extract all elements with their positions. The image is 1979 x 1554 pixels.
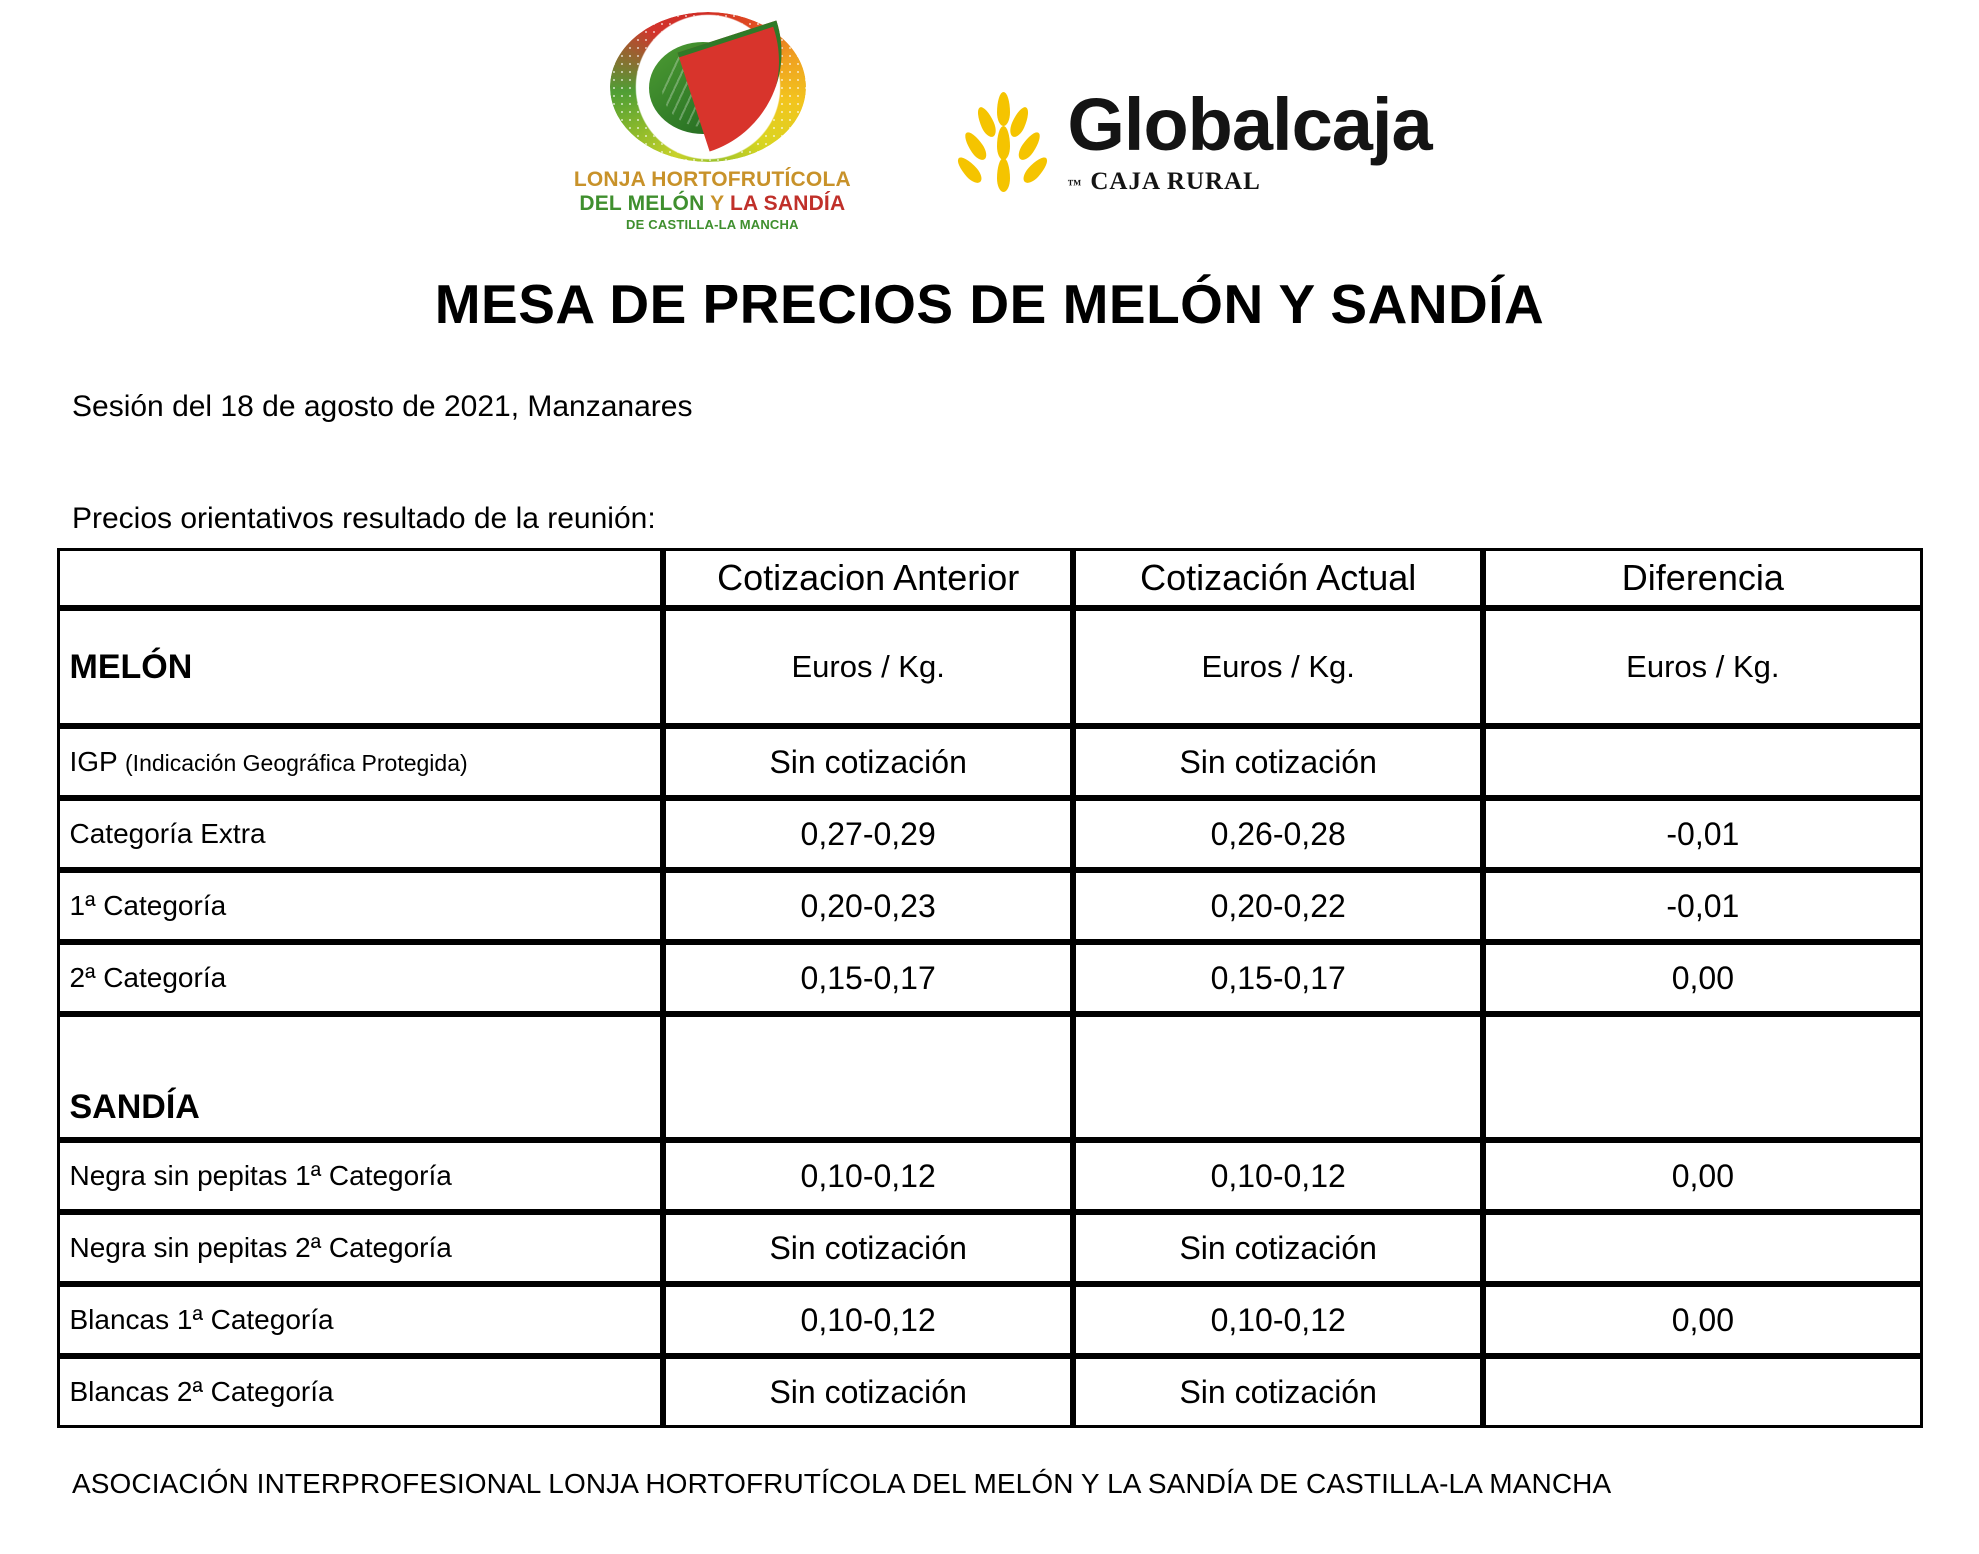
lonja-logo-line2-y: Y: [710, 191, 724, 215]
row-concept: MELÓN: [57, 608, 664, 726]
table-row: [57, 870, 1923, 942]
logo-row: [0, 0, 1979, 272]
row-previous: 0,27-0,29: [663, 798, 1073, 870]
row-concept: 1ª Categoría: [57, 870, 664, 942]
row-current: 0,26-0,28: [1073, 798, 1483, 870]
row-concept-note: (Indicación Geográfica Protegida): [125, 750, 468, 776]
lonja-logo-line3: DE CASTILLA-LA MANCHA: [626, 217, 799, 233]
lonja-logo-line2-sandia: LA SANDÍA: [729, 191, 846, 215]
prices-table: [57, 548, 1923, 1428]
row-previous: 0,10-0,12: [663, 1284, 1073, 1356]
session-line: Sesión del 18 de agosto de 2021, Manzanares: [72, 390, 693, 423]
footer-text: ASOCIACIÓN INTERPROFESIONAL LONJA HORTOFRUTÍCOLA DEL MELÓN Y LA SANDÍA DE CASTILLA-LA MANCHA: [72, 1468, 1612, 1499]
lonja-logo-line1: LONJA HORTOFRUTÍCOLA: [573, 168, 851, 191]
row-previous: Sin cotización: [663, 1356, 1073, 1428]
intro-line: Precios orientativos resultado de la reunión:: [72, 502, 656, 535]
row-concept: Negra sin pepitas 1ª Categoría: [57, 1140, 664, 1212]
row-previous: Euros / Kg.: [663, 608, 1073, 726]
table-row: [57, 608, 1923, 726]
row-difference: [1483, 1356, 1922, 1428]
row-difference: 0,00: [1483, 1284, 1922, 1356]
lonja-hortofruticola-logo: [547, 8, 877, 233]
row-previous: 0,15-0,17: [663, 942, 1073, 1014]
row-difference: 0,00: [1483, 942, 1922, 1014]
row-concept: Blancas 2ª Categoría: [57, 1356, 664, 1428]
row-previous: 0,20-0,23: [663, 870, 1073, 942]
row-difference: -0,01: [1483, 798, 1922, 870]
globalcaja-caja-rural: CAJA RURAL: [1090, 168, 1261, 196]
table-row: [57, 798, 1923, 870]
table-row: [57, 1212, 1923, 1284]
row-difference: [1483, 1212, 1922, 1284]
lonja-logo-line2: [579, 192, 845, 216]
header-cell-previous: Cotizacion Anterior: [663, 548, 1073, 608]
page-title: MESA DE PRECIOS DE MELÓN Y SANDÍA: [434, 273, 1545, 335]
row-previous: Sin cotización: [663, 726, 1073, 798]
row-current: Sin cotización: [1073, 1212, 1483, 1284]
row-current: Euros / Kg.: [1073, 608, 1483, 726]
table-row: [57, 1356, 1923, 1428]
header-cell-current: Cotización Actual: [1073, 548, 1483, 608]
globalcaja-subtitle: [1067, 168, 1431, 196]
table-header-row: [57, 548, 1923, 608]
row-difference: Euros / Kg.: [1483, 608, 1922, 726]
table-row: [57, 1140, 1923, 1212]
row-current: 0,10-0,12: [1073, 1284, 1483, 1356]
row-difference: [1483, 726, 1922, 798]
header-cell-difference: Diferencia: [1483, 548, 1922, 608]
row-concept: SANDÍA: [57, 1014, 664, 1140]
row-current: 0,10-0,12: [1073, 1140, 1483, 1212]
row-previous: 0,10-0,12: [663, 1140, 1073, 1212]
row-concept: 2ª Categoría: [57, 942, 664, 1014]
row-difference: 0,00: [1483, 1140, 1922, 1212]
globalcaja-tm: ™: [1067, 178, 1083, 194]
table-row: [57, 726, 1923, 798]
row-current: 0,20-0,22: [1073, 870, 1483, 942]
prices-table-wrapper: [57, 548, 1923, 1428]
row-difference: [1483, 1014, 1922, 1140]
header-cell-concept: [57, 548, 664, 608]
row-current: 0,15-0,17: [1073, 942, 1483, 1014]
row-concept-main: IGP: [69, 746, 118, 777]
row-current: [1073, 1014, 1483, 1140]
row-previous: [663, 1014, 1073, 1140]
globalcaja-logo: [947, 83, 1432, 198]
wheat-icon: [947, 90, 1055, 198]
row-current: Sin cotización: [1073, 726, 1483, 798]
row-concept: Categoría Extra: [57, 798, 664, 870]
lonja-logo-line2-melon: DEL MELÓN: [579, 191, 705, 215]
globalcaja-name: Globalcaja: [1067, 83, 1432, 166]
lonja-melon-sandia-icon: [605, 8, 820, 168]
row-previous: Sin cotización: [663, 1212, 1073, 1284]
row-current: Sin cotización: [1073, 1356, 1483, 1428]
row-difference: -0,01: [1483, 870, 1922, 942]
table-row: [57, 1014, 1923, 1140]
row-concept: Blancas 1ª Categoría: [57, 1284, 664, 1356]
row-concept: [57, 726, 664, 798]
table-row: [57, 1284, 1923, 1356]
row-concept: Negra sin pepitas 2ª Categoría: [57, 1212, 664, 1284]
table-row: [57, 942, 1923, 1014]
